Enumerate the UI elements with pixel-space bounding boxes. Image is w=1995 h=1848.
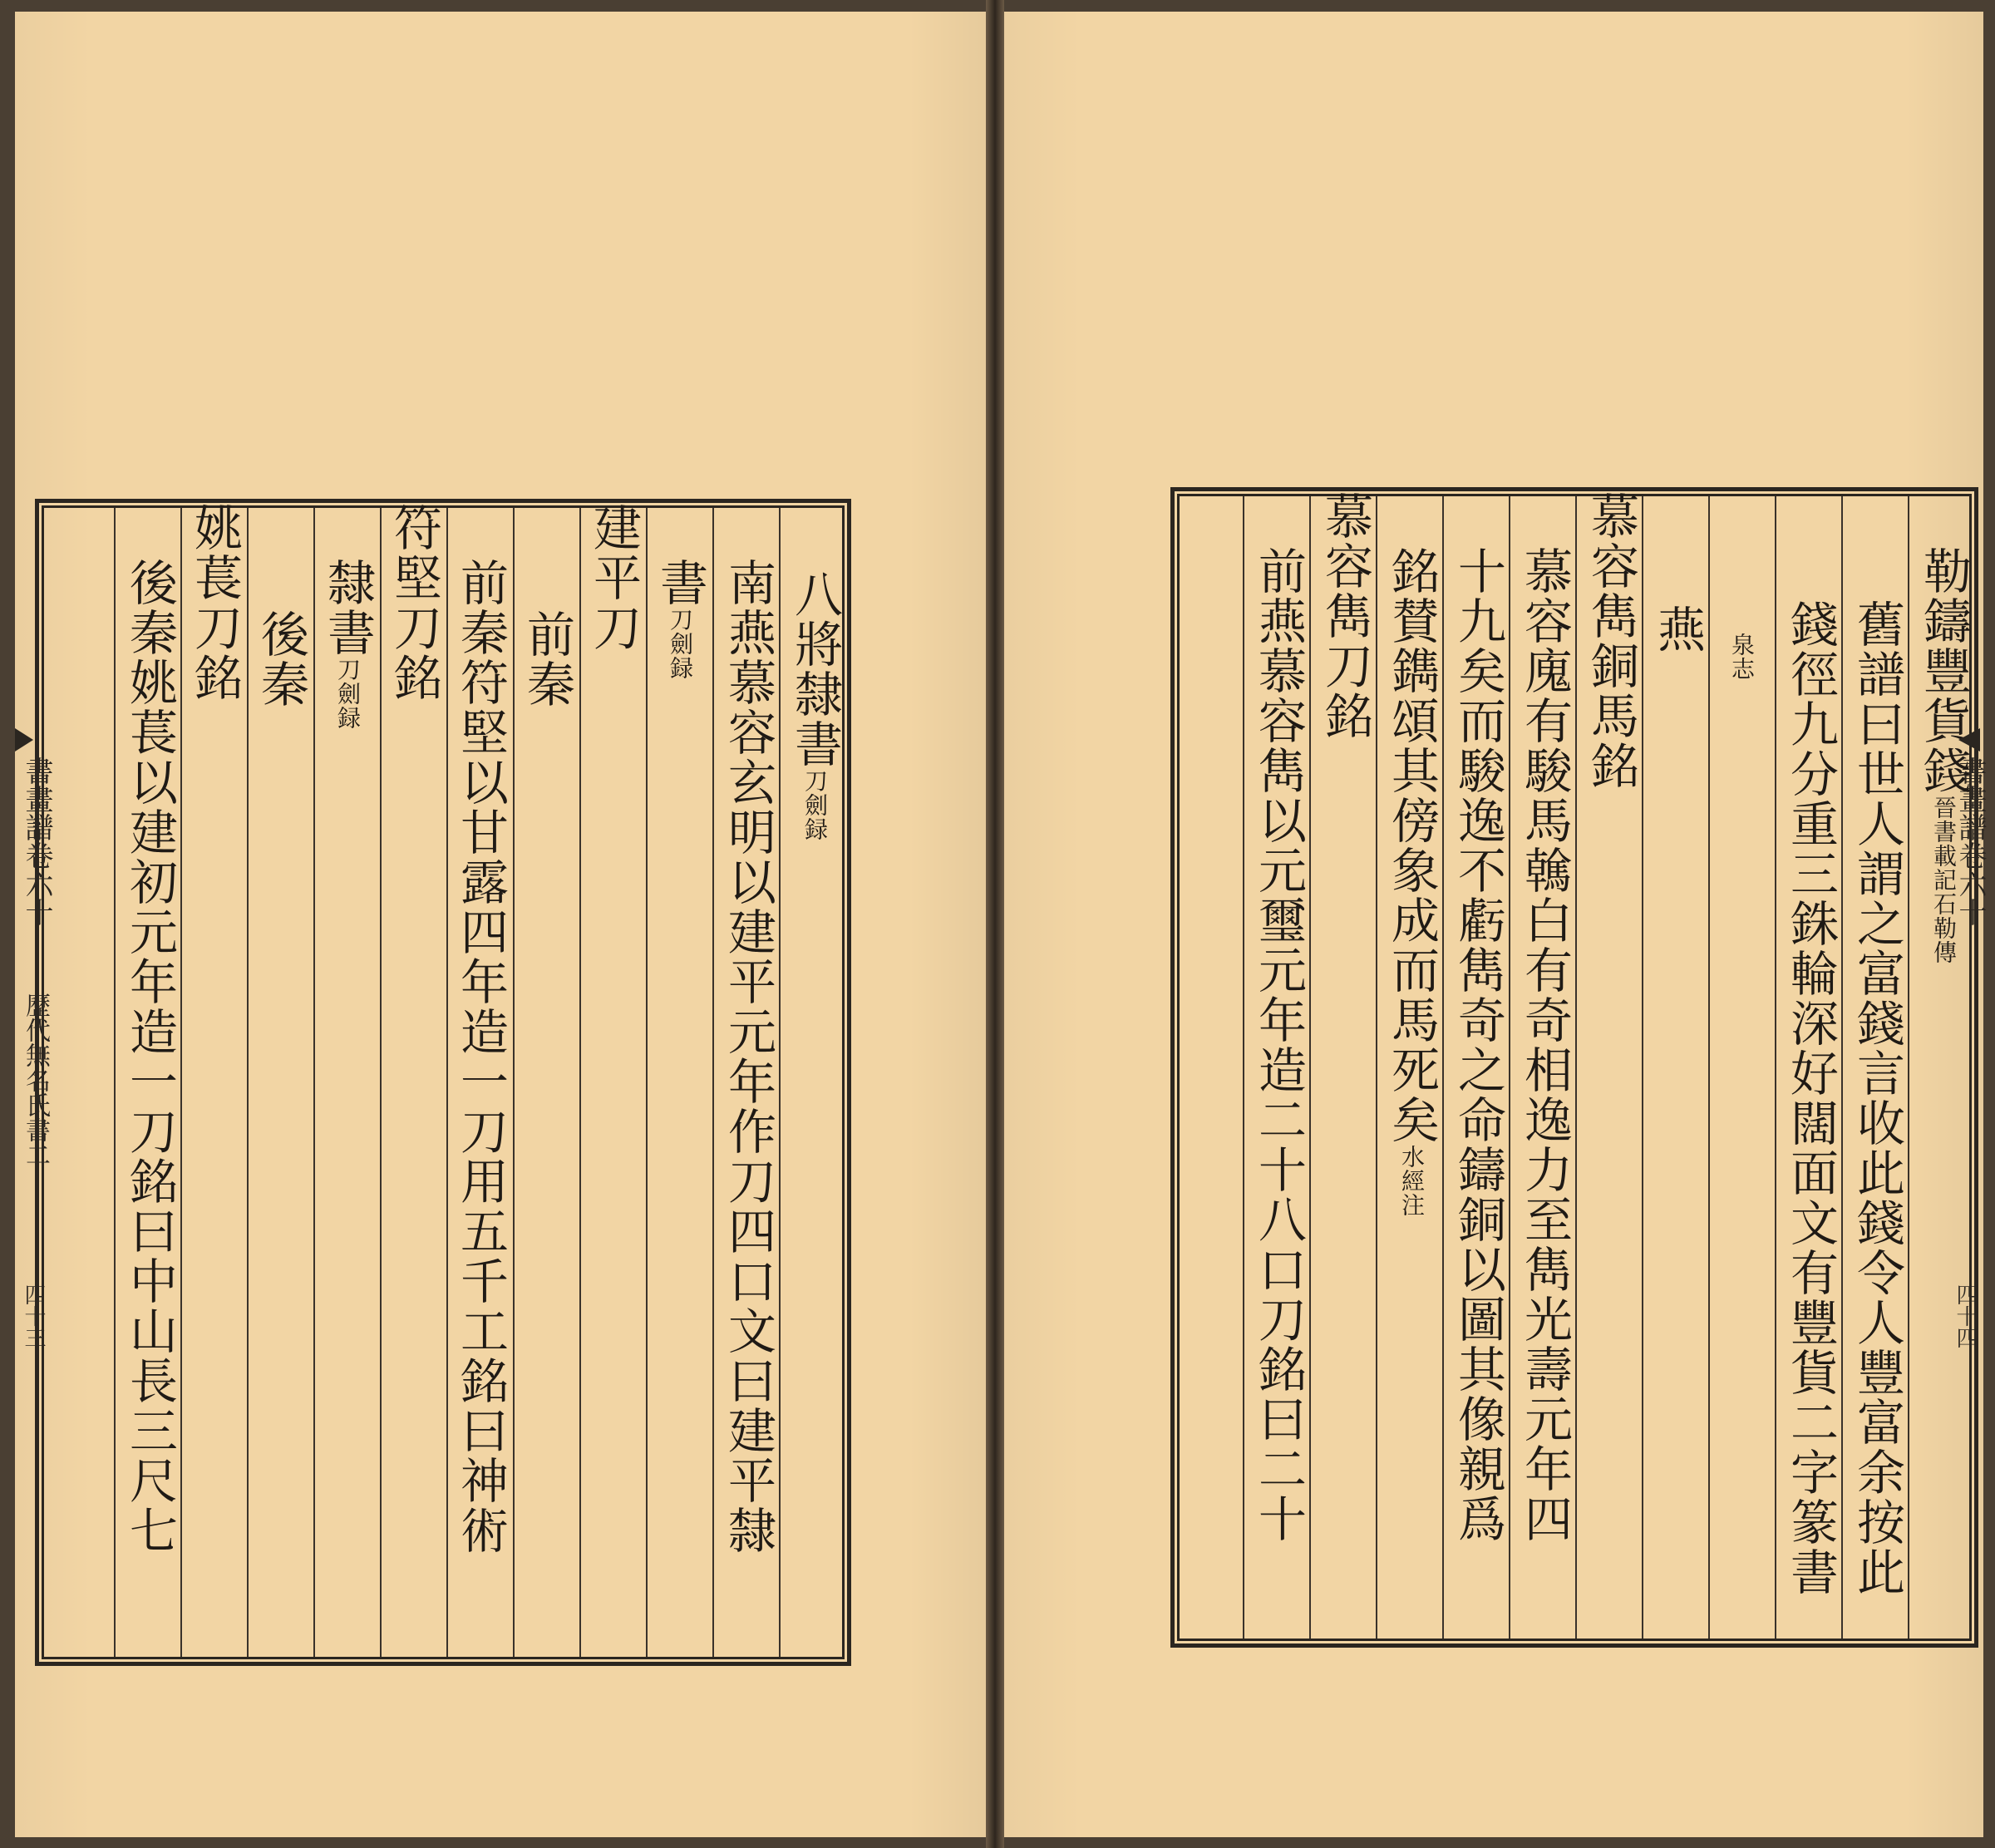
text-column [319, 558, 376, 730]
column-rule [1775, 496, 1776, 1639]
column-rule [1642, 496, 1643, 1639]
text-column: 前秦符堅以甘露四年造一刀用五千工銘曰神術 [452, 558, 509, 1555]
heading-text: 慕容雋刀銘 [1317, 491, 1373, 741]
text-column: 前燕慕容雋以元璽元年造二十八口刀銘曰二十 [1250, 546, 1307, 1544]
column-rule [1376, 496, 1377, 1639]
text-column: 錢徑九分重三銖輪深好闊面文有豐貨二字篆書 [1782, 599, 1839, 1597]
dynasty-heading: 前秦 [519, 609, 575, 709]
margin-page-number: 四十四 [1953, 1284, 1978, 1348]
dynasty-heading: 後秦 [253, 609, 309, 709]
body-text: 銘賛鐫頌其傍象成而馬死矣 [1383, 546, 1440, 1145]
book-gutter [986, 0, 1004, 1848]
text-column [786, 569, 843, 841]
column-rule [1575, 496, 1577, 1639]
heading-text: 建平刀 [585, 503, 642, 653]
text-column: 慕容廆有駿馬䮧白有奇相逸力至雋光壽元年四 [1516, 546, 1573, 1544]
text-column: 十九矣而駿逸不虧雋奇之命鑄銅以圖其像親爲 [1450, 546, 1506, 1544]
annotation-note: 晉書載記石勒傳 [1930, 796, 1958, 964]
column-rule [1243, 496, 1244, 1639]
heading-text: 姚萇刀銘 [186, 503, 243, 702]
annotation-note: 泉志 [1728, 633, 1756, 681]
annotation-note: 水經注 [1398, 1145, 1426, 1217]
fishtail-mark [15, 728, 33, 752]
heading-text: 慕容雋銅馬銘 [1583, 491, 1639, 791]
margin-page-number: 四十三 [21, 1284, 46, 1348]
column-rule [180, 508, 182, 1657]
body-text: 隸書 [319, 558, 376, 658]
annotation-note: 刀劍録 [667, 608, 694, 680]
text-column: 後秦姚萇以建初元年造一刀銘曰中山長三尺七 [121, 558, 178, 1555]
heading-text: 勒鑄豐貨錢 [1915, 546, 1972, 796]
fishtail-mark [1958, 728, 1980, 752]
dynasty-heading: 燕 [1649, 604, 1706, 654]
column-rule [1841, 496, 1843, 1639]
column-rule [114, 508, 116, 1657]
annotation-note: 刀劍録 [334, 658, 362, 730]
text-column [1383, 546, 1440, 1217]
text-column: 舊譜曰世人謂之富錢言收此錢令人豐富余按此 [1849, 599, 1905, 1597]
column-rule [1442, 496, 1444, 1639]
column-rule [1509, 496, 1510, 1639]
column-rule [513, 508, 515, 1657]
margin-section-title: 歷代無名氏書二 [21, 993, 50, 1167]
column-rule [247, 508, 249, 1657]
body-text: 書 [652, 558, 708, 608]
heading-text: 八將隸書 [786, 569, 843, 769]
right-page [1004, 12, 1987, 1837]
column-rule [579, 508, 581, 1657]
right-text-frame [1170, 487, 1978, 1648]
margin-book-title: 書畫譜卷六十 [20, 756, 53, 926]
annotation-note: 刀劍録 [801, 769, 829, 841]
column-rule [1908, 496, 1909, 1639]
text-column: 南燕慕容玄明以建平元年作刀四口文曰建平隸 [720, 558, 776, 1555]
column-rule [712, 508, 714, 1657]
column-rule [380, 508, 382, 1657]
column-rule [1309, 496, 1311, 1639]
column-rule [446, 508, 448, 1657]
text-column [652, 558, 708, 680]
left-text-frame [35, 499, 851, 1666]
column-rule [1708, 496, 1710, 1639]
heading-text: 符堅刀銘 [386, 503, 442, 702]
left-page [15, 12, 986, 1837]
column-rule [779, 508, 781, 1657]
column-rule [646, 508, 648, 1657]
margin-book-title: 書畫譜卷六十 [1953, 756, 1987, 926]
column-rule [313, 508, 315, 1657]
